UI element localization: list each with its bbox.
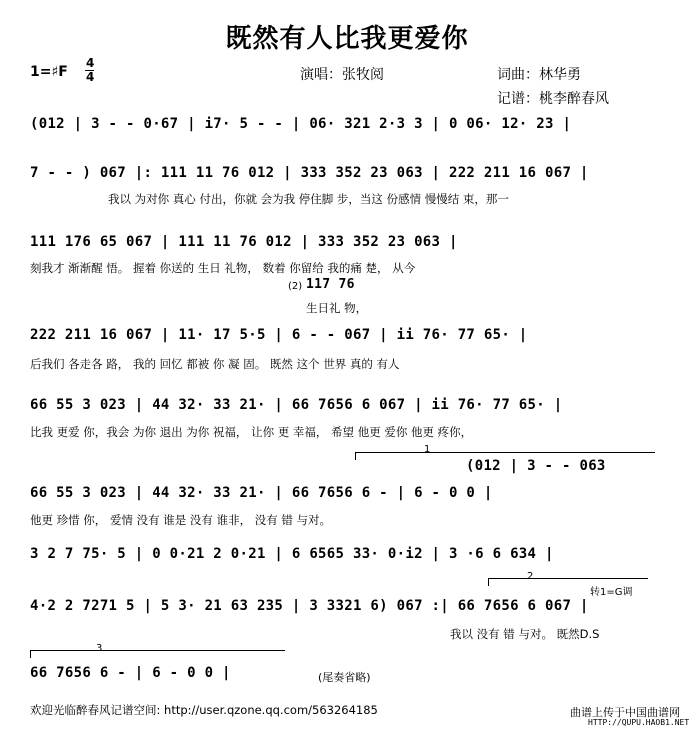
volta-3-label: 3 <box>96 643 103 654</box>
lyrics-row: 他更 珍惜 你， 爱情 没有 谁是 没有 谁非， 没有 错 与对。 <box>30 513 332 527</box>
lyrics-row: 刻我才 渐渐醒 悟。 握着 你送的 生日 礼物， 数着 你留给 我的痛 楚， 从今 <box>30 261 416 275</box>
lyrics-row: 我以 没有 错 与对。 既然D.S <box>450 627 600 641</box>
lyrics-row: 后我们 各走各 路， 我的 回忆 都被 你 凝 固。 既然 这个 世界 真的 有人 <box>30 357 400 371</box>
lyrics-row: 比我 更爱 你，我会 为你 退出 为你 祝福， 让你 更 幸福， 希望 他更 爱你 他更 疼你， <box>30 425 473 439</box>
ending-note: (尾奏省略) <box>318 671 371 684</box>
score-row: 7 - - ) 067 |: 111 11 76 012 | 333 352 23 063 | 222 211 16 067 | <box>30 165 589 181</box>
time-signature-bottom: 4 <box>86 70 95 84</box>
site-url-watermark: HTTP://QUPU.HAOB1.NET <box>588 718 690 727</box>
site-watermark: 曲谱上传于中国曲谱网 <box>570 706 680 719</box>
alt-lyrics: 生日礼 物， <box>306 301 368 315</box>
lyrics-row: 我以 为对你 真心 付出，你就 会为我 停住脚 步，当这 份感情 慢慢结 束，那一 <box>108 192 509 206</box>
intro-repeat-notes: (012 | 3 - - 063 <box>466 458 606 474</box>
score-row: 66 7656 6 - | 6 - 0 0 | <box>30 665 231 681</box>
score-row: 111 176 65 067 | 111 11 76 012 | 333 352 23 063 | <box>30 234 458 250</box>
volta-2-label: 2 <box>527 571 534 582</box>
alt-lyric-number: (2) <box>288 281 303 292</box>
lyricist-credit: 词曲：林华勇 <box>497 67 581 83</box>
singer-credit: 演唱：张牧阅 <box>300 67 384 83</box>
score-row: 222 211 16 067 | 11· 17 5·5 | 6 - - 067 | ii 76· 77 65· | <box>30 327 528 343</box>
footer-welcome: 欢迎光临醉春风记谱空间: http://user.qzone.qq.com/563264185 <box>30 703 378 717</box>
time-signature-top: 4 <box>86 56 95 70</box>
key-signature: 1=♯F <box>30 64 68 80</box>
transcriber-credit: 记谱：桃李醉春风 <box>497 91 609 107</box>
alt-notes: 117 76 <box>306 277 355 292</box>
score-row: (012 | 3 - - 0·67 | i7· 5 - - | 06· 321 2·3 3 | 0 06· 12· 23 | <box>30 116 572 132</box>
score-row: 66 55 3 023 | 44 32· 33 21· | 66 7656 6 - | 6 - 0 0 | <box>30 485 493 501</box>
score-row: 66 55 3 023 | 44 32· 33 21· | 66 7656 6 067 | ii 76· 77 65· | <box>30 397 563 413</box>
volta-1-label: 1 <box>424 444 431 455</box>
score-row: 4·2 2 7271 5 | 5 3· 21 63 235 | 3 3321 6) 067 :| 66 7656 6 067 | <box>30 598 589 614</box>
key-change-label: 转1=G调 <box>590 587 633 598</box>
score-row: 3 2 7 75· 5 | 0 0·21 2 0·21 | 6 6565 33· 0·i2 | 3 ·6 6 634 | <box>30 546 554 562</box>
song-title: 既然有人比我更爱你 <box>225 24 469 54</box>
